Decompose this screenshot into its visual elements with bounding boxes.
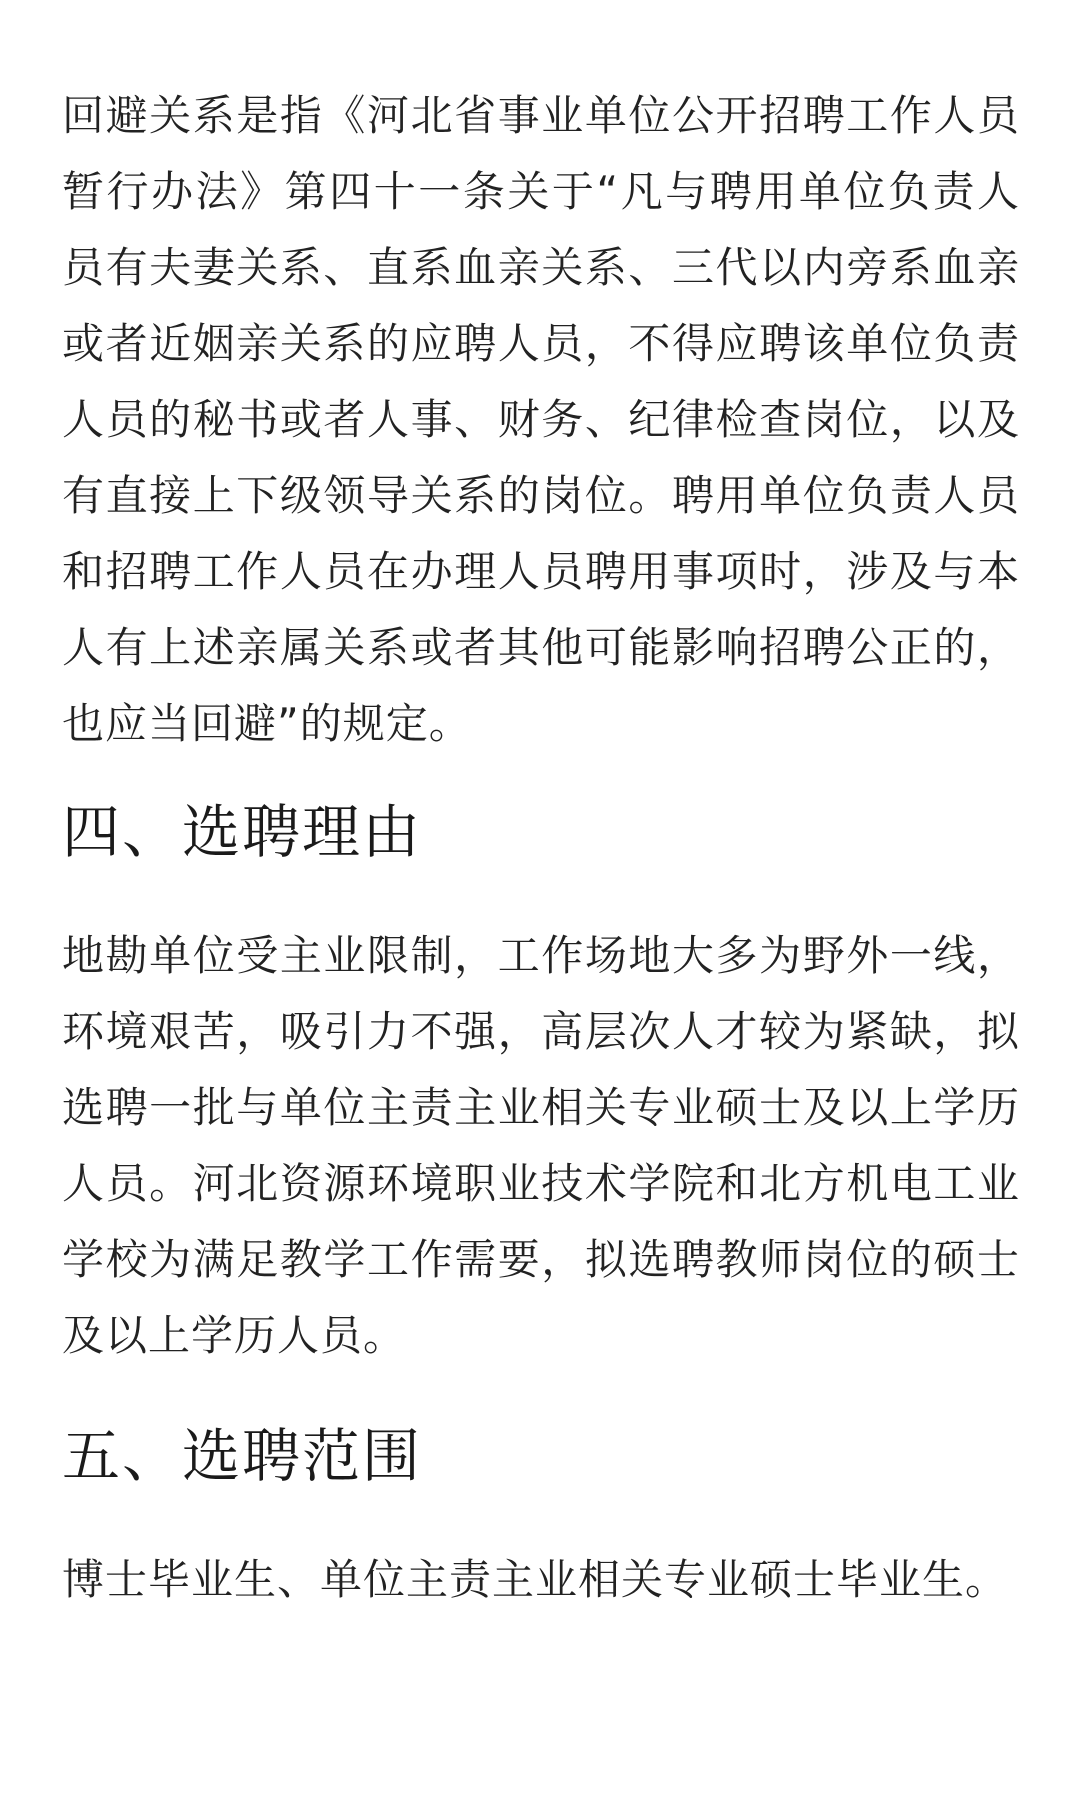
section-heading-selection-scope: 五、选聘范围 — [62, 1422, 423, 1490]
section-heading-selection-reason: 四、选聘理由 — [62, 798, 423, 866]
selection-reason-paragraph: 地勘单位受主业限制，工作场地大多为野外一线，环境艰苦，吸引力不强，高层次人才较为紧缺，拟选聘一批与单位主责主业相关专业硕士及以上学历人员。河北资源环境职业技术学院和北方机电工业学校为满足教学工作需要，拟选聘教师岗位的硕士及以上学历人员。 — [62, 931, 1020, 1360]
selection-scope-paragraph: 博士毕业生、单位主责主业相关专业硕士毕业生。 — [62, 1555, 1009, 1604]
avoidance-paragraph: 回避关系是指《河北省事业单位公开招聘工作人员暂行办法》第四十一条关于“凡与聘用单位负责人员有夫妻关系、直系血亲关系、三代以内旁系血亲或者近姻亲关系的应聘人员，不得应聘该单位负责人员的秘书或者人事、财务、纪律检查岗位，以及有直接上下级领导关系的岗位。聘用单位负责人员和招聘工作人员在办理人员聘用事项时，涉及与本人有上述亲属关系或者其他可能影响招聘公正的，也应当回避”的规定。 — [62, 91, 1020, 748]
